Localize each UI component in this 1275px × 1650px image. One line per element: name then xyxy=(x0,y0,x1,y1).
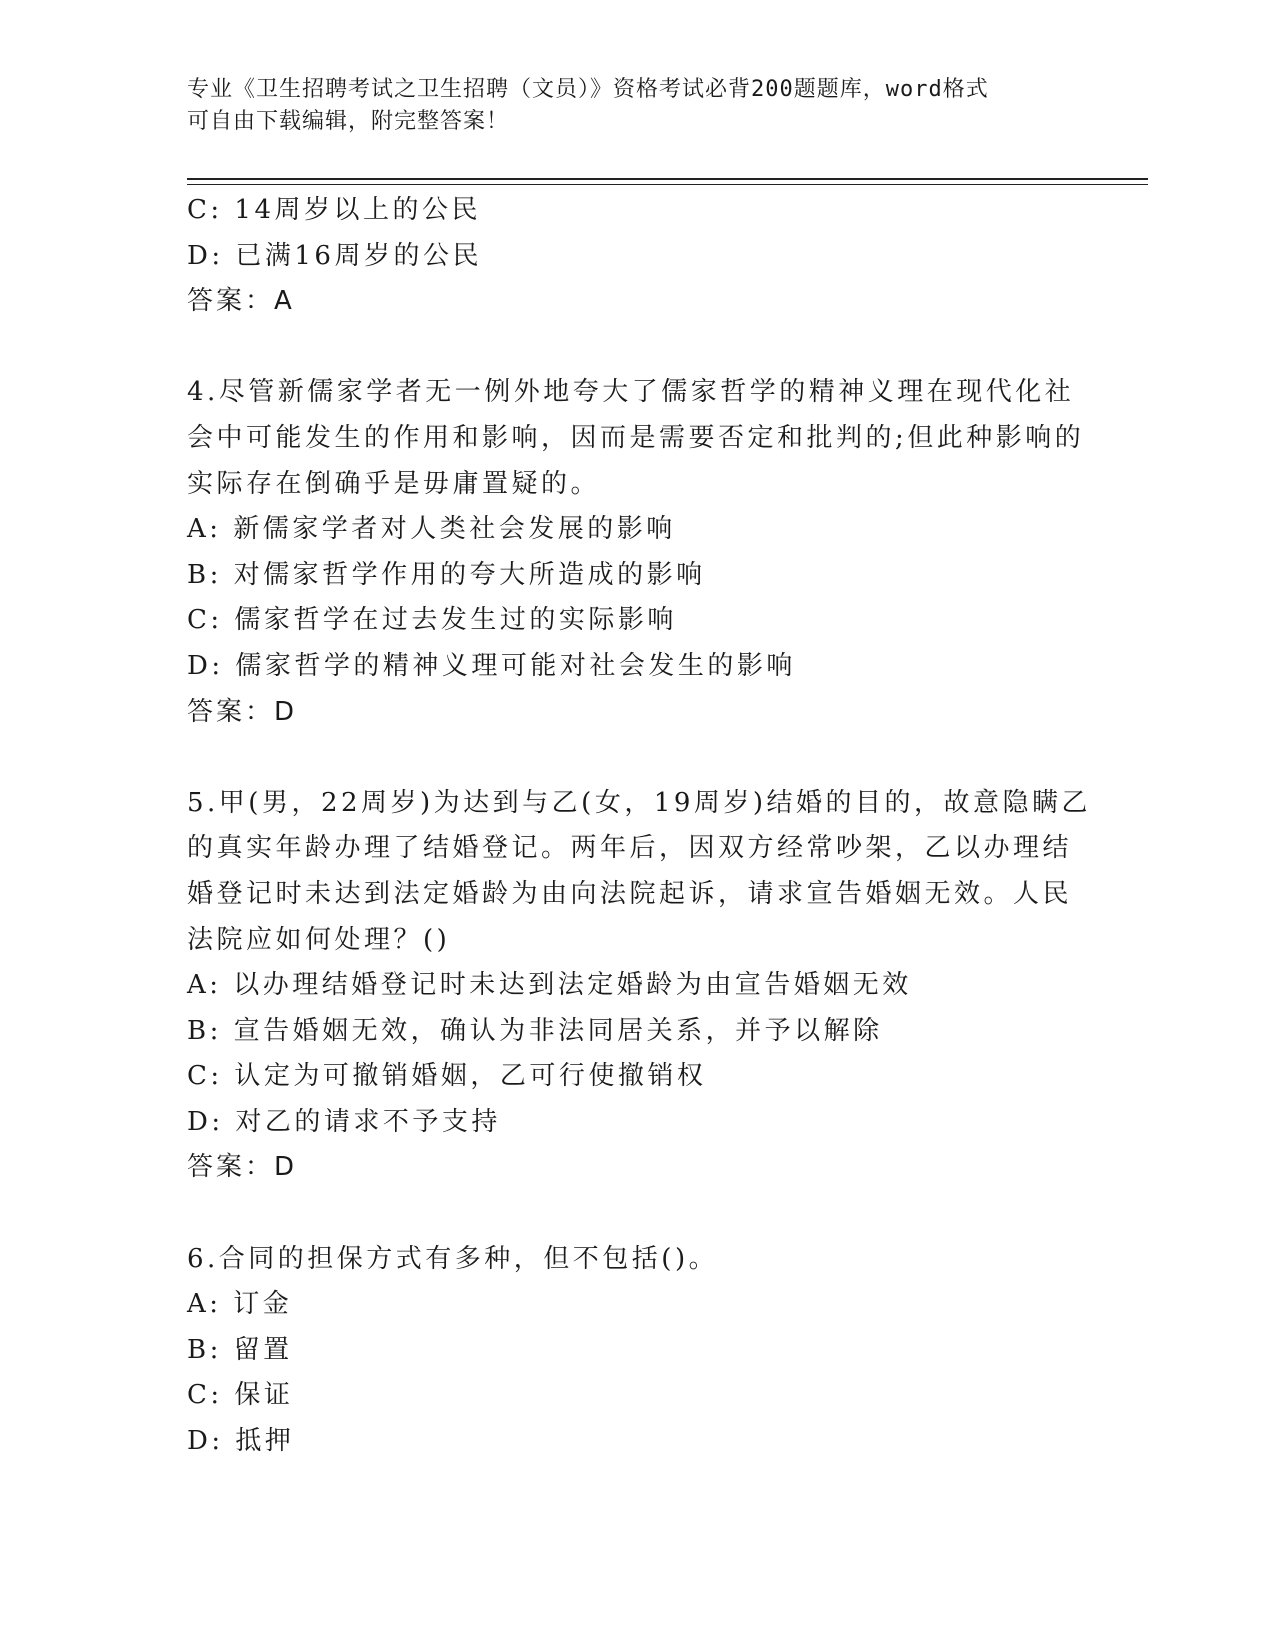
question-list xyxy=(187,188,1092,1465)
question-5 xyxy=(187,781,1092,1191)
header-divider-thin xyxy=(187,184,1148,185)
answer-line: 答案：D xyxy=(187,696,298,727)
header-divider-thick xyxy=(187,178,1148,180)
question-3-tail xyxy=(187,188,1087,325)
option-c: C: 14周岁以上的公民 xyxy=(187,195,482,225)
question-text: 婚登记时未达到法定婚龄为由向法院起诉，请求宣告婚姻无效。人民 xyxy=(187,878,1073,909)
spacer xyxy=(187,1191,1087,1237)
option-d: D: 抵押 xyxy=(187,1426,295,1457)
header-line-1: 专业《卫生招聘考试之卫生招聘（文员）》资格考试必背200题题库，word格式 xyxy=(187,77,989,102)
question-text: 实际存在倒确乎是毋庸置疑的。 xyxy=(187,468,601,499)
option-c: C: 保证 xyxy=(187,1380,294,1411)
option-d: D: 已满16周岁的公民 xyxy=(187,240,482,271)
spacer xyxy=(187,735,1087,781)
question-4 xyxy=(187,370,1087,735)
option-d: D: 对乙的请求不予支持 xyxy=(187,1106,501,1137)
question-text: 会中可能发生的作用和影响，因而是需要否定和批判的;但此种影响的 xyxy=(187,422,1085,453)
question-6 xyxy=(187,1237,1087,1465)
question-text: 的真实年龄办理了结婚登记。两年后，因双方经常吵架，乙以办理结 xyxy=(187,833,1073,864)
document-header xyxy=(187,74,1087,138)
option-c: C: 儒家哲学在过去发生过的实际影响 xyxy=(187,605,677,636)
question-text: 4.尽管新儒家学者无一例外地夸大了儒家哲学的精神义理在现代化社 xyxy=(187,377,1075,408)
question-text: 5.甲(男，22周岁)为达到与乙(女，19周岁)结婚的目的，故意隐瞒乙 xyxy=(187,787,1092,818)
option-a: A: 以办理结婚登记时未达到法定婚龄为由宣告婚姻无效 xyxy=(187,970,912,1001)
question-text: 6.合同的担保方式有多种，但不包括()。 xyxy=(187,1243,719,1274)
spacer xyxy=(187,325,1087,371)
header-line-2: 可自由下载编辑，附完整答案！ xyxy=(187,109,510,134)
option-b: B: 留置 xyxy=(187,1334,293,1365)
option-c: C: 认定为可撤销婚姻，乙可行使撤销权 xyxy=(187,1061,707,1092)
option-a: A: 订金 xyxy=(187,1289,293,1320)
answer-line: 答案：A xyxy=(187,286,295,317)
option-b: B: 宣告婚姻无效，确认为非法同居关系，并予以解除 xyxy=(187,1015,883,1046)
question-text: 法院应如何处理？() xyxy=(187,924,451,955)
option-a: A: 新儒家学者对人类社会发展的影响 xyxy=(187,514,676,545)
answer-line: 答案：D xyxy=(187,1152,298,1183)
option-b: B: 对儒家哲学作用的夸大所造成的影响 xyxy=(187,559,706,590)
option-d: D: 儒家哲学的精神义理可能对社会发生的影响 xyxy=(187,650,796,681)
